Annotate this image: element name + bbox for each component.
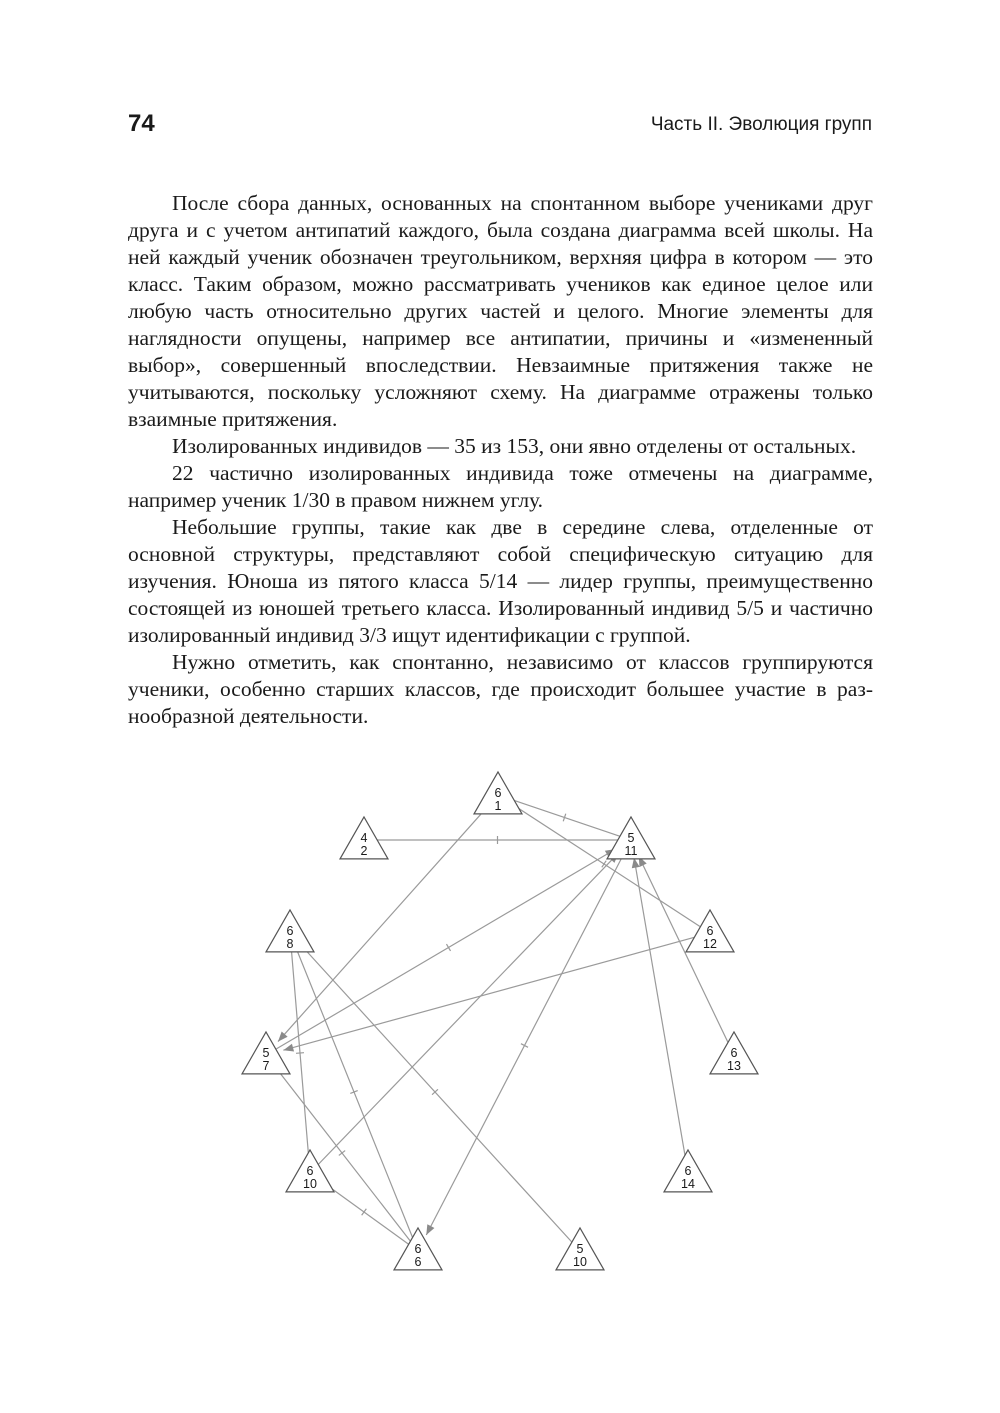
class-number: 6 <box>494 786 502 800</box>
paragraph: 22 частично изолированных индивида тоже отмечены на диаграмме, например ученик 1/30 в правом нижнем углу. <box>128 461 873 512</box>
student-number: 13 <box>727 1059 741 1073</box>
student-number: 11 <box>624 844 638 858</box>
mutual-tick-mark <box>339 1151 345 1156</box>
class-number: 6 <box>730 1046 738 1060</box>
student-number: 14 <box>681 1177 695 1191</box>
connection-line <box>276 849 615 1049</box>
class-number: 5 <box>627 831 635 845</box>
class-number: 5 <box>576 1242 584 1256</box>
student-node <box>710 1032 758 1074</box>
class-number: 6 <box>684 1164 692 1178</box>
paragraph: Небольшие группы, такие как две в середине слева, отделенные от основной структуры, представляют собой специфическую ситуацию для изучения. Юноша из пятого класса 5/14 — лидер группы, преимущественно состоящей из юношей третьего класса. Изолированный индивид 5/5 и частично изолированный индивид 3/3 ищут идентификации с группой. <box>128 515 873 647</box>
paragraph: Нужно отметить, как спонтанно, независимо от классов группируются ученики, особенно старших классов, где происходит большее участие в разнообразной деятельности. <box>128 650 873 728</box>
sociogram-diagram <box>0 760 1000 1300</box>
student-number: 2 <box>360 844 368 858</box>
student-node <box>394 1228 442 1270</box>
nodes-layer <box>242 772 758 1270</box>
connection-line <box>426 851 625 1235</box>
connection-line <box>634 858 686 1161</box>
student-number: 10 <box>303 1177 317 1191</box>
mutual-tick-mark <box>446 944 450 951</box>
student-number: 8 <box>286 937 294 951</box>
arrowhead <box>283 1044 294 1052</box>
student-number: 7 <box>262 1059 270 1073</box>
mutual-tick-mark <box>296 1053 304 1054</box>
student-number: 1 <box>494 799 502 813</box>
class-number: 6 <box>706 924 714 938</box>
student-node <box>664 1150 712 1192</box>
paragraph: После сбора данных, основанных на спонтанном выборе учениками друг друга и с учетом антипатий каждого, была создана диаграмма всей школы. На ней каждый ученик обозначен треугольником, верхняя цифра в котором — это класс. Таким образом, можно рассматривать учеников как единое целое или любую часть относительно других частей и целого. Многие элементы для наглядности опущены, например все антипатии, причины и «измененный выбор», совершенный впоследствии. Невзаимные притяжения также не учитываются, поскольку усложняют схему. На диаграмме отражены только взаимные притяжения. <box>128 191 873 431</box>
student-node <box>340 817 388 859</box>
running-head: Часть II. Эволюция групп <box>650 114 872 135</box>
class-number: 4 <box>360 831 368 845</box>
paragraph: Изолированных индивидов — 35 из 153, они явно отделены от остальных. <box>172 434 857 458</box>
class-number: 6 <box>306 1164 314 1178</box>
connection-line <box>318 853 618 1164</box>
edges-layer <box>273 799 728 1244</box>
class-number: 5 <box>262 1046 270 1060</box>
class-number: 6 <box>414 1242 422 1256</box>
student-node <box>266 910 314 952</box>
page-number: 74 <box>128 110 155 137</box>
body-text <box>128 190 873 730</box>
student-node <box>686 910 734 952</box>
student-number: 10 <box>573 1255 587 1269</box>
student-node <box>474 772 522 814</box>
mutual-tick-mark <box>362 1209 367 1215</box>
class-number: 6 <box>286 924 294 938</box>
student-number: 6 <box>414 1255 422 1269</box>
student-node <box>607 817 655 859</box>
student-number: 12 <box>703 937 717 951</box>
student-node <box>556 1228 604 1270</box>
arrowhead <box>426 1224 434 1235</box>
